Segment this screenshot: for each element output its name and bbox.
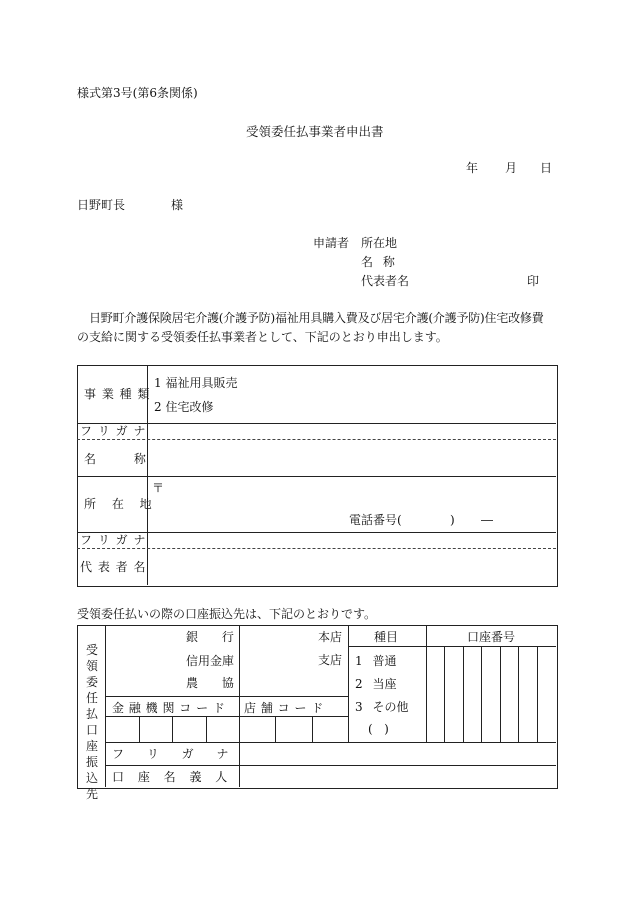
branch-label: 支店 xyxy=(318,653,343,667)
applicant-name-label: 名 称 xyxy=(361,255,395,269)
honorific: 様 xyxy=(171,198,184,212)
acctno-sep-3 xyxy=(481,646,482,742)
applicant-representative-label: 代表者名 xyxy=(361,274,410,288)
business-type-option-2: 2 住宅改修 xyxy=(154,400,214,414)
other-type-paren: ( ) xyxy=(368,722,389,736)
agri-coop-label: 農 協 xyxy=(186,676,234,690)
code-sep-4 xyxy=(275,716,276,742)
business-type-label: 事 業 種 類 xyxy=(84,387,151,401)
acctno-sep-4 xyxy=(500,646,501,742)
furigana-label: フ リ ガ ナ xyxy=(80,424,147,438)
name-label: 名 称 xyxy=(84,452,146,466)
phone-close-paren: ) xyxy=(450,513,455,527)
furigana2-field[interactable] xyxy=(154,533,549,547)
acct-bank-divider xyxy=(239,625,240,787)
form-number: 様式第3号(第6条関係) xyxy=(77,86,198,100)
account-type-3[interactable]: 3 その他 xyxy=(355,700,409,714)
acctno-sep-2 xyxy=(463,646,464,742)
representative-label: 代 表 者 名 xyxy=(80,560,147,574)
code-sep-2 xyxy=(172,716,173,742)
account-type-2[interactable]: 2 当座 xyxy=(355,677,397,691)
account-holder-field[interactable] xyxy=(244,770,549,784)
type-header: 種目 xyxy=(374,630,399,644)
name-field[interactable] xyxy=(154,445,549,473)
institution-code-label: 金 融 機 関 コ ー ド xyxy=(112,701,226,715)
acct-code-bottom-line xyxy=(105,742,556,743)
credit-union-label: 信用金庫 xyxy=(186,654,235,668)
acct-code-top-line xyxy=(105,696,348,697)
body-line-1: 日野町介護保険居宅介護(介護予防)福祉用具購入費及び居宅介護(介護予防)住宅改修費 xyxy=(89,311,544,325)
acct-branch-divider xyxy=(348,625,349,742)
account-furigana-field[interactable] xyxy=(244,747,549,761)
branch-code-label: 店 舗 コ ー ド xyxy=(244,701,324,715)
applicant-address-label: 所在地 xyxy=(361,236,398,250)
table1-row-sep-dash-1 xyxy=(77,439,556,440)
head-office-label: 本店 xyxy=(318,630,343,644)
acct-type-divider xyxy=(426,625,427,742)
business-type-option-1: 1 福祉用具販売 xyxy=(154,376,238,390)
account-holder-label: 口 座 名 義 人 xyxy=(112,770,228,784)
acctno-sep-1 xyxy=(444,646,445,742)
phone-area-field[interactable] xyxy=(408,513,448,527)
page-title: 受領委任払事業者申出書 xyxy=(246,124,384,139)
account-intro: 受領委任払いの際の口座振込先は、下記のとおりです。 xyxy=(77,607,377,621)
addressee: 日野町長 xyxy=(77,198,126,212)
bank-label: 銀 行 xyxy=(186,630,234,644)
applicant-label: 申請者 xyxy=(313,236,350,250)
acct-header-line xyxy=(348,646,556,647)
postal-mark: 〒 xyxy=(152,481,165,495)
date-month: 月 xyxy=(505,161,518,175)
acctno-sep-6 xyxy=(537,646,538,742)
phone-dash: ― xyxy=(481,513,493,527)
code-sep-5 xyxy=(312,716,313,742)
phone-label: 電話番号( xyxy=(349,513,402,527)
date-day: 日 xyxy=(540,161,553,175)
furigana-label-account: フ リ ガ ナ xyxy=(112,747,229,761)
furigana2-label: フ リ ガ ナ xyxy=(80,533,147,547)
furigana-field[interactable] xyxy=(154,424,549,438)
acctno-sep-5 xyxy=(518,646,519,742)
code-sep-3 xyxy=(206,716,207,742)
representative-field[interactable] xyxy=(154,553,549,581)
account-side-label: 受領委任払口座振込先 xyxy=(86,643,99,801)
table1-row-sep-dash-2 xyxy=(77,548,556,549)
date-year: 年 xyxy=(466,161,479,175)
address-field[interactable] xyxy=(166,481,546,511)
table1-row-sep-2 xyxy=(77,476,556,477)
account-type-1[interactable]: 1 普通 xyxy=(355,654,397,668)
code-sep-1 xyxy=(139,716,140,742)
seal-mark: 印 xyxy=(527,274,540,288)
account-number-header: 口座番号 xyxy=(467,630,516,644)
body-line-2: の支給に関する受領委任払事業者として、下記のとおり申出します。 xyxy=(77,330,448,344)
acct-side-divider xyxy=(105,625,106,787)
acct-furigana-line xyxy=(105,765,556,766)
address-label: 所 在 地 xyxy=(84,497,152,511)
